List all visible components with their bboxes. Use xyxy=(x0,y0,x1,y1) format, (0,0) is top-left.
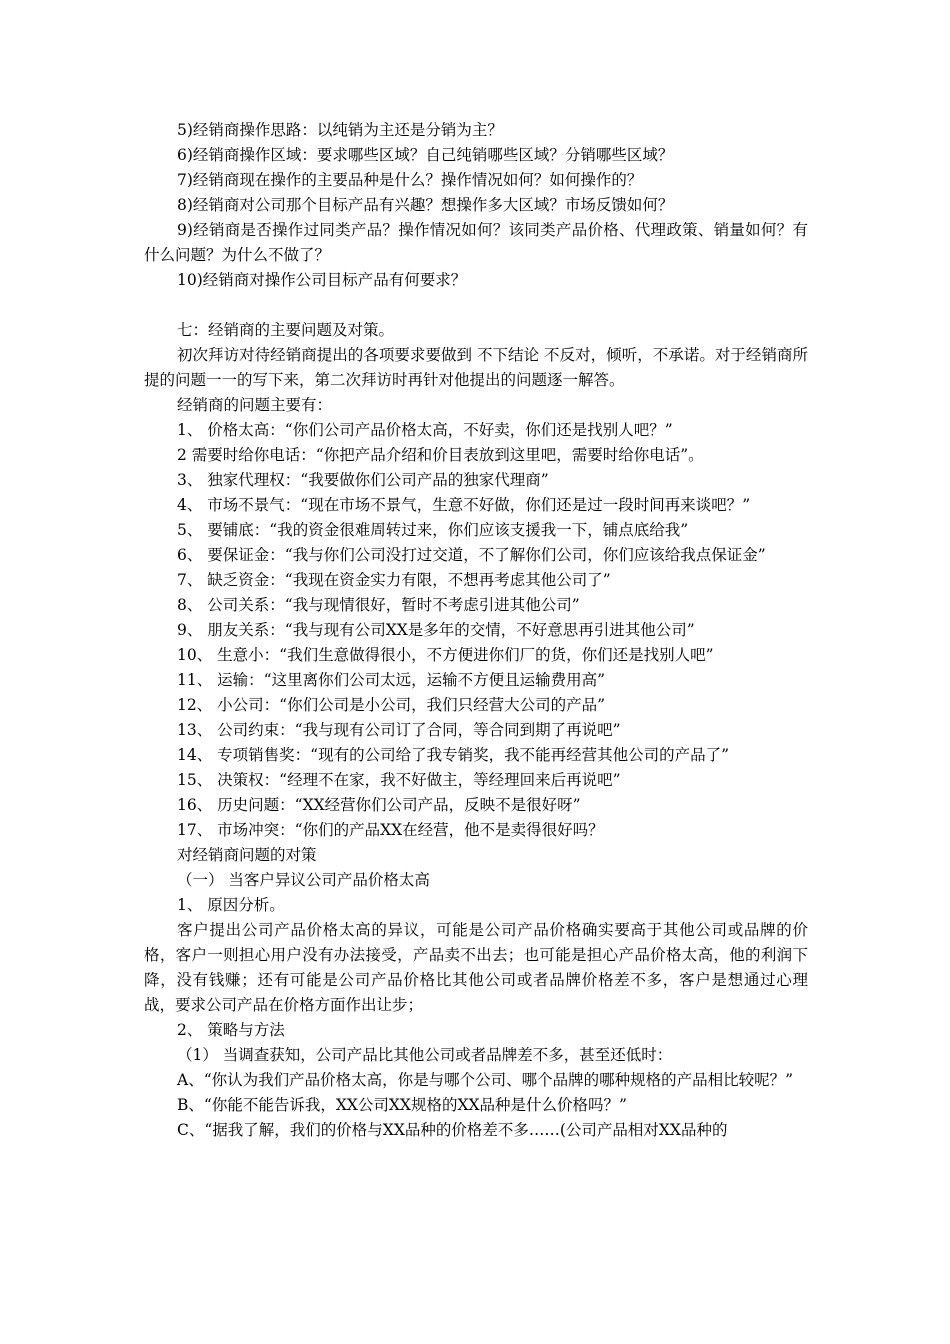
document-page xyxy=(144,118,808,1143)
paragraph: （1） 当调查获知，公司产品比其他公司或者品牌差不多，甚至还低时： xyxy=(177,1046,673,1064)
paragraph: 9)经销商是否操作过同类产品？操作情况如何？该同类产品价格、代理政策、销量如何？有什么问题？为什么不做了？ xyxy=(144,221,808,264)
blank-line xyxy=(144,293,808,318)
paragraph: B、“你能不能告诉我，XX公司XX规格的XX品种是什么价格吗？” xyxy=(177,1096,627,1114)
list-item: 9、 朋友关系：“我与现有公司XX是多年的交情，不好意思再引进其他公司” xyxy=(177,621,695,639)
list-item: 5、 要铺底：“我的资金很难周转过来，你们应该支援我一下，铺点底给我” xyxy=(177,521,689,539)
subsection-heading: （一） 当客户异议公司产品价格太高 xyxy=(177,871,430,889)
paragraph: 初次拜访对待经销商提出的各项要求要做到 不下结论 不反对，倾听，不承诺。对于经销商所提的问题一一的写下来，第二次拜访时再针对他提出的问题逐一解答。 xyxy=(144,346,808,389)
list-item: 3、 独家代理权：“我要做你们公司产品的独家代理商” xyxy=(177,471,549,489)
paragraph: 1、 原因分析。 xyxy=(177,896,285,914)
list-item: 1、 价格太高：“你们公司产品价格太高，不好卖，你们还是找别人吧？” xyxy=(177,421,673,439)
paragraph: 5)经销商操作思路：以纯销为主还是分销为主？ xyxy=(177,121,503,139)
paragraph: 6)经销商操作区域：要求哪些区域？自己纯销哪些区域？分销哪些区域？ xyxy=(177,146,674,164)
list-item: 16、 历史问题：“XX经营你们公司产品，反映不是很好呀” xyxy=(177,796,581,814)
list-item: 7、 缺乏资金：“我现在资金实力有限，不想再考虑其他公司了” xyxy=(177,571,611,589)
section-heading: 七：经销商的主要问题及对策。 xyxy=(177,321,395,339)
list-item: 11、 运输：“这里离你们公司太远，运输不方便且运输费用高” xyxy=(177,671,606,689)
paragraph: C、“据我了解，我们的价格与XX品种的价格差不多……(公司产品相对XX品种的 xyxy=(177,1121,728,1139)
section-heading: 对经销商问题的对策 xyxy=(177,846,317,864)
list-item: 8、 公司关系：“我与现情很好，暂时不考虑引进其他公司” xyxy=(177,596,580,614)
list-item: 2 需要时给你电话：“你把产品介绍和价目表放到这里吧，需要时给你电话”。 xyxy=(177,446,704,464)
paragraph: 10)经销商对操作公司目标产品有何要求？ xyxy=(177,271,467,289)
list-item: 17、 市场冲突：“你们的产品XX在经营，他不是卖得很好吗？ xyxy=(177,821,604,839)
list-item: 13、 公司约束：“我与现有公司订了合同，等合同到期了再说吧” xyxy=(177,721,621,739)
paragraph: 7)经销商现在操作的主要品种是什么？操作情况如何？如何操作的？ xyxy=(177,171,643,189)
paragraph: A、“你认为我们产品价格太高，你是与哪个公司、哪个品牌的哪种规格的产品相比较呢？” xyxy=(177,1071,794,1089)
list-item: 12、 小公司：“你们公司是小公司，我们只经营大公司的产品” xyxy=(177,696,606,714)
list-item: 15、 决策权：“经理不在家，我不好做主，等经理回来后再说吧” xyxy=(177,771,621,789)
paragraph: 8)经销商对公司那个目标产品有兴趣？想操作多大区域？市场反馈如何？ xyxy=(177,196,674,214)
paragraph: 经销商的问题主要有： xyxy=(177,396,333,414)
list-item: 6、 要保证金：“我与你们公司没打过交道，不了解你们公司，你们应该给我点保证金” xyxy=(177,546,766,564)
list-item: 4、 市场不景气：“现在市场不景气，生意不好做，你们还是过一段时间再来谈吧？” xyxy=(177,496,751,514)
list-item: 10、 生意小：“我们生意做得很小，不方便进你们厂的货，你们还是找别人吧” xyxy=(177,646,714,664)
paragraph: 2、 策略与方法 xyxy=(177,1021,285,1039)
paragraph: 客户提出公司产品价格太高的异议，可能是公司产品价格确实要高于其他公司或品牌的价格，客户一则担心用户没有办法接受，产品卖不出去；也可能是担心产品价格太高，他的利润下降，没有钱赚；还有可能是公司产品价格比其他公司或者品牌价格差不多，客户是想通过心理战，要求公司产品在价格方面作出让步； xyxy=(144,921,808,1014)
list-item: 14、 专项销售奖：“现有的公司给了我专销奖，我不能再经营其他公司的产品了” xyxy=(177,746,730,764)
